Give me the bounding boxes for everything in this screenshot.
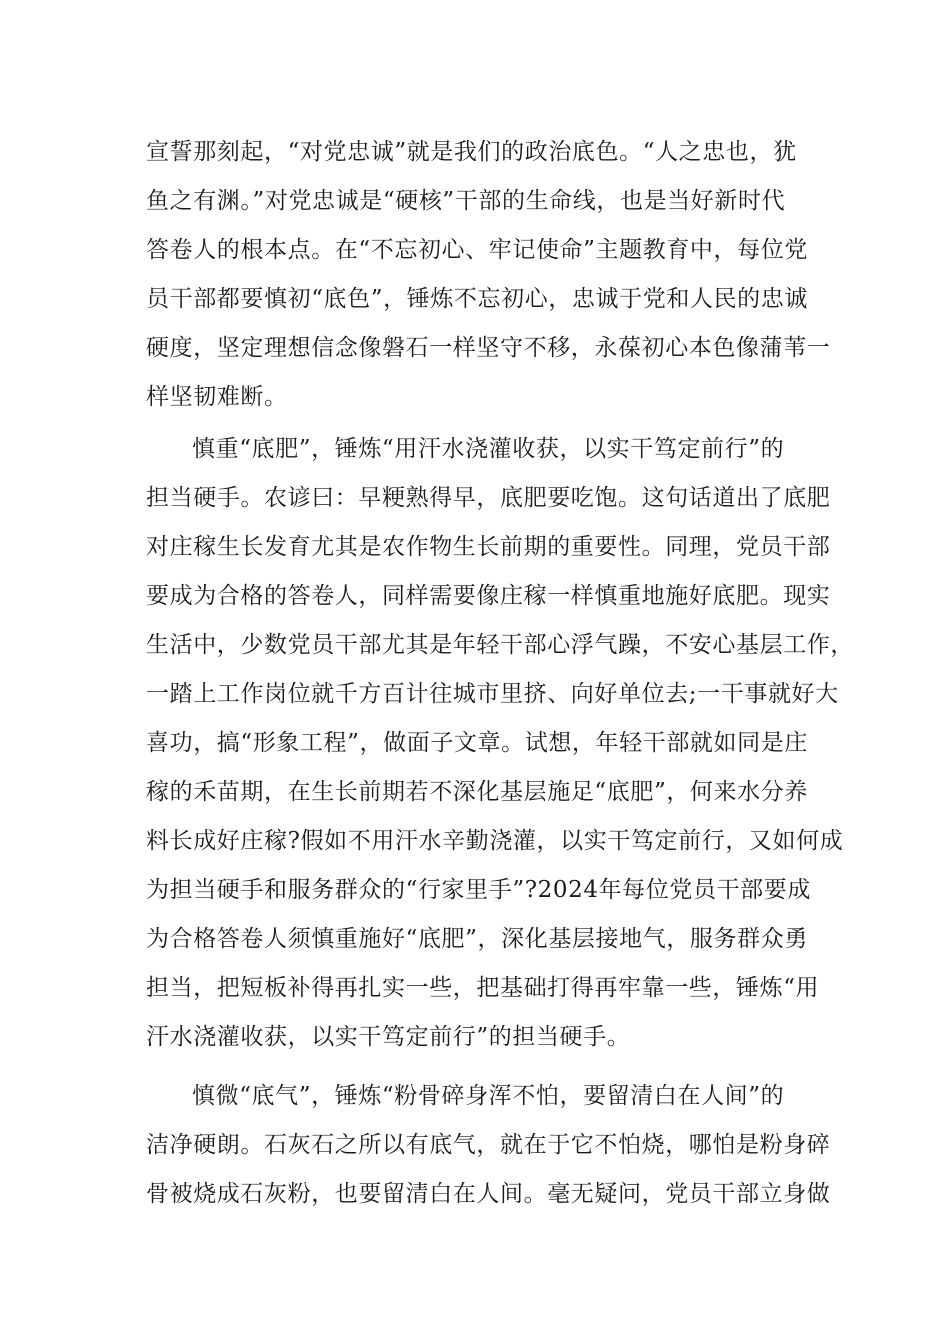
text-line: 答卷人的根本点。在“不忘初心、牢记使命”主题教育中，每位党 <box>146 237 808 263</box>
text-line: 员干部都要慎初“底色”，锤炼不忘初心，忠诚于党和人民的忠诚 <box>146 286 808 312</box>
text-line: 洁净硬朗。石灰石之所以有底气，就在于它不怕烧，哪怕是粉身碎 <box>146 1132 831 1158</box>
text-line: 宣誓那刻起，“对党忠诚”就是我们的政治底色。“人之忠也，犹 <box>146 139 797 165</box>
text-line: 担当硬手。农谚曰：早粳熟得早，底肥要吃饱。这句话道出了底肥 <box>146 485 831 511</box>
text-line: 稼的禾苗期，在生长前期若不深化基层施足“底肥”，何来水分养 <box>146 779 808 805</box>
text-line: 生活中，少数党员干部尤其是年轻干部心浮气躁，不安心基层工作， <box>146 632 854 658</box>
text-line: 为担当硬手和服务群众的“行家里手”?2024年每位党员干部要成 <box>146 877 811 903</box>
text-line: 硬度，坚定理想信念像磐石一样坚守不移，永葆初心本色像蒲苇一 <box>146 335 831 361</box>
text-line: 对庄稼生长发育尤其是农作物生长前期的重要性。同理，党员干部 <box>146 534 831 560</box>
text-line: 为合格答卷人须慎重施好“底肥”，深化基层接地气，服务群众勇 <box>146 926 808 952</box>
text-line: 喜功，搞“形象工程”，做面子文章。试想，年轻干部就如同是庄 <box>146 730 808 756</box>
text-line: 汗水浇灌收获，以实干笃定前行”的担当硬手。 <box>146 1024 631 1050</box>
text-line: 样坚韧难断。 <box>146 384 288 410</box>
text-line: 要成为合格的答卷人，同样需要像庄稼一样慎重地施好底肥。现实 <box>146 583 831 609</box>
paragraph-first-line: 慎重“底肥”，锤炼“用汗水浇灌收获，以实干笃定前行”的 <box>192 436 785 462</box>
text-line: 一踏上工作岗位就千方百计往城市里挤、向好单位去;一干事就好大 <box>146 681 839 707</box>
text-line: 鱼之有渊。”对党忠诚是“硬核”干部的生命线，也是当好新时代 <box>146 188 786 214</box>
text-line: 料长成好庄稼?假如不用汗水辛勤浇灌，以实干笃定前行，又如何成 <box>146 828 844 854</box>
text-line: 担当，把短板补得再扎实一些，把基础打得再牢靠一些，锤炼“用 <box>146 975 820 1001</box>
paragraph-first-line: 慎微“底气”，锤炼“粉骨碎身浑不怕，要留清白在人间”的 <box>192 1083 785 1109</box>
text-line: 骨被烧成石灰粉，也要留清白在人间。毫无疑问，党员干部立身做 <box>146 1181 831 1207</box>
